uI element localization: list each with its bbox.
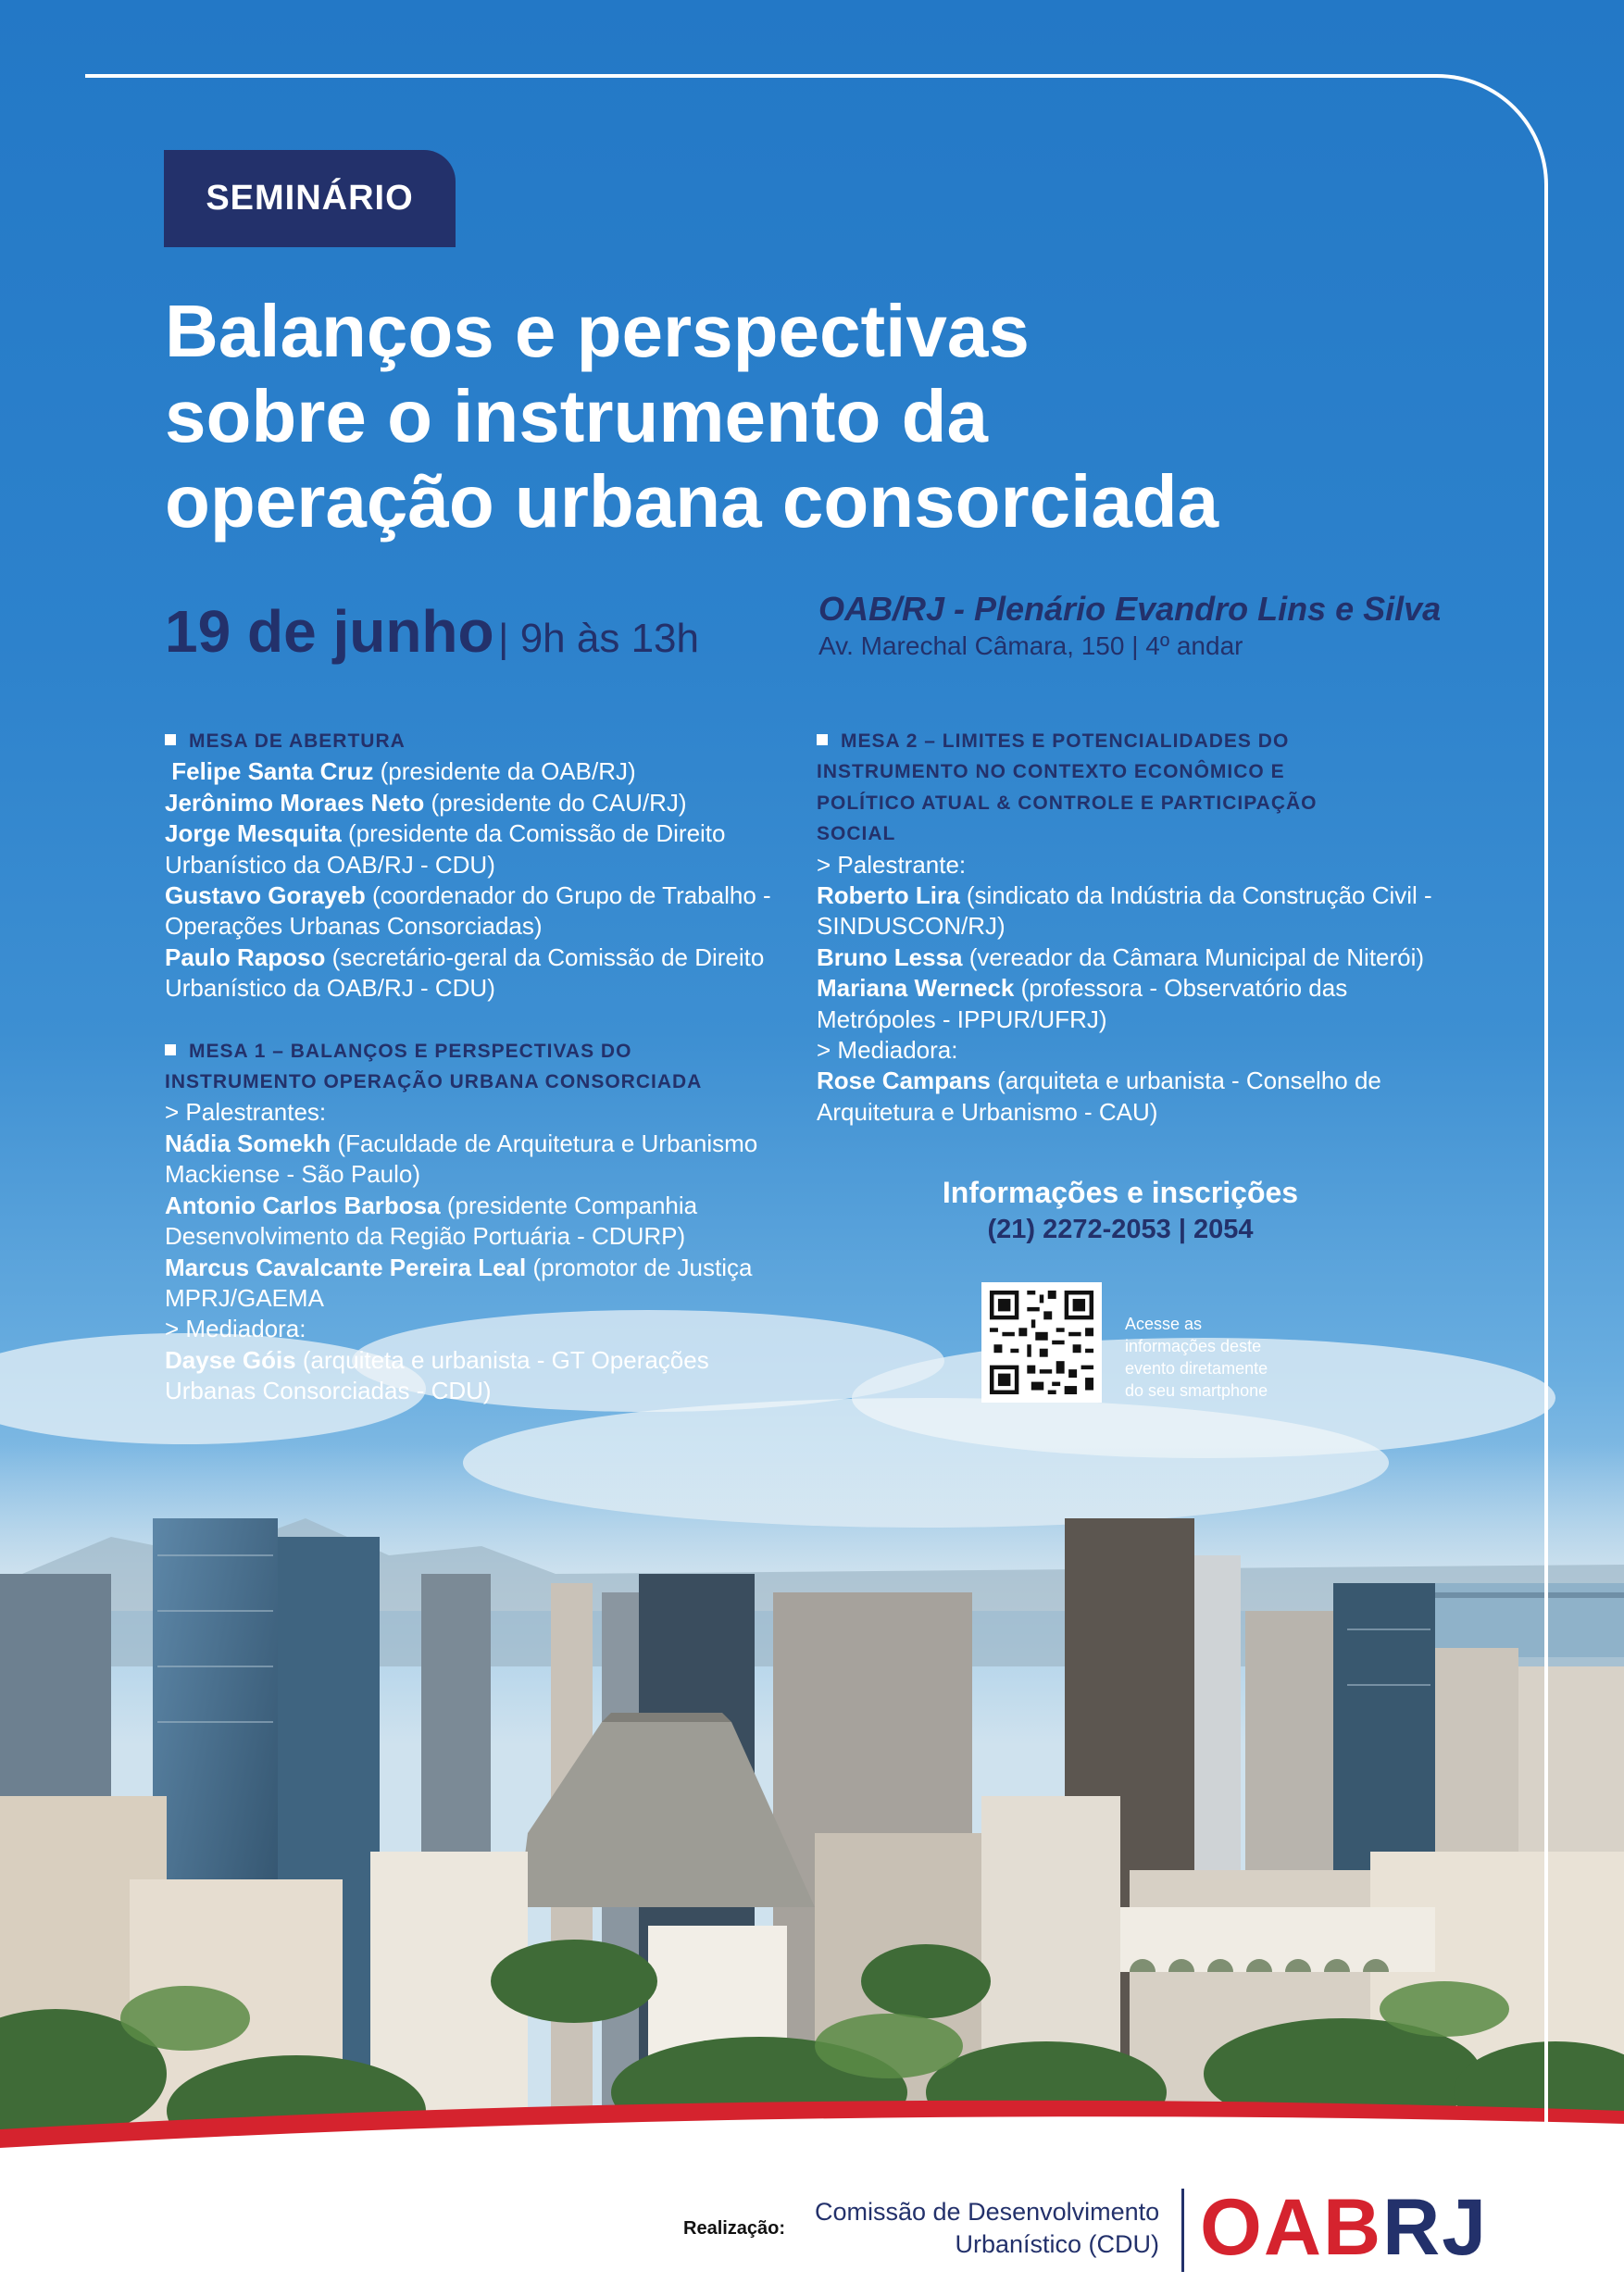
speaker-name: Jerônimo Moraes Neto [165, 788, 425, 817]
mesa2-heading: MESA 2 – LIMITES E POTENCIALIDADES DO INSTRUMENTO NO CONTEXTO ECONÔMICO E POLÍTICO ATUAL & CONTROLE E PARTICIPAÇÃO SOCIAL [817, 730, 1318, 845]
oabrj-logo: OABRJ [1200, 2183, 1489, 2272]
moderator-entry [817, 1066, 1465, 1128]
speaker-role: (presidente da Comissão de Direito Urbanístico da OAB/RJ - CDU) [165, 819, 726, 879]
qr-code-icon[interactable] [981, 1282, 1102, 1403]
speaker-role: (presidente do CAU/RJ) [431, 788, 687, 817]
registration-info [889, 1174, 1352, 1248]
speaker-entry [165, 942, 794, 1004]
mediadora-label: > Mediadora: [165, 1315, 306, 1343]
speaker-entry [165, 788, 794, 818]
speaker-role: (arquiteta e urbanista - GT Operações Urbanas Consorciadas - CDU) [165, 1345, 709, 1405]
speaker-role: (promotor de Justiça MPRJ/GAEMA [165, 1253, 753, 1312]
speaker-name: Antonio Carlos Barbosa [165, 1191, 441, 1219]
speaker-name: Nádia Somekh [165, 1129, 331, 1157]
speaker-name: Mariana Werneck [817, 974, 1015, 1003]
speaker-entry [165, 1253, 794, 1315]
program-left-column [165, 726, 794, 1407]
event-date [165, 597, 699, 666]
speaker-role: (presidente Companhia Desenvolvimento da Região Portuária - CDURP) [165, 1191, 698, 1251]
moderator-entry [165, 1345, 794, 1407]
page-title [165, 289, 1507, 544]
speaker-name: Roberto Lira [817, 881, 960, 910]
speaker-role: (arquiteta e urbanista - Conselho de Arquitetura e Urbanismo - CAU) [817, 1067, 1381, 1126]
speaker-entry [817, 973, 1465, 1035]
title-line: sobre o instrumento da [165, 375, 988, 457]
bullet-square-icon [165, 734, 176, 745]
speaker-role: (secretário-geral da Comissão de Direito Urbanístico da OAB/RJ - CDU) [165, 942, 765, 1003]
speaker-name: Jorge Mesquita [165, 819, 342, 848]
speaker-entry [165, 756, 794, 787]
speaker-role: (sindicato da Indústria da Construção Civil - SINDUSCON/RJ) [817, 881, 1432, 941]
qr-caption: Acesse as informações deste evento diretamente do seu smartphone [1125, 1315, 1268, 1400]
speaker-name: Bruno Lessa [817, 942, 963, 971]
commission-name: Comissão de Desenvolvimento Urbanístico (CDU) [815, 2198, 1160, 2258]
event-day: 19 de junho [165, 598, 494, 665]
speaker-name: Gustavo Gorayeb [165, 881, 366, 910]
speaker-entry [165, 818, 794, 880]
speaker-name: Felipe Santa Cruz [171, 757, 374, 786]
speaker-role: (presidente da OAB/RJ) [380, 757, 636, 786]
bullet-square-icon [165, 1044, 176, 1055]
speaker-entry [165, 1191, 794, 1253]
speaker-role: (professora - Observatório das Metrópoles - IPPUR/UFRJ) [817, 974, 1348, 1033]
seminar-badge: SEMINÁRIO [164, 150, 456, 247]
mediadora-label: > Mediadora: [817, 1036, 958, 1065]
title-line: operação urbana consorciada [165, 460, 1219, 543]
speaker-entry [165, 1129, 794, 1191]
venue-address: Av. Marechal Câmara, 150 | 4º andar [818, 631, 1243, 660]
title-line: Balanços e perspectivas [165, 290, 1030, 372]
realizacao-label: Realização: [683, 2218, 786, 2239]
venue-name: OAB/RJ - Plenário Evandro Lins e Silva [818, 590, 1442, 628]
speaker-name: Dayse Góis [165, 1345, 296, 1374]
speaker-name: Rose Campans [817, 1067, 991, 1095]
speaker-entry [817, 942, 1465, 973]
speaker-name: Marcus Cavalcante Pereira Leal [165, 1253, 527, 1281]
palestrante-label: > Palestrante: [817, 850, 967, 879]
mesa-abertura-heading: MESA DE ABERTURA [165, 726, 794, 756]
program-right-column [817, 726, 1465, 1128]
speaker-role: (vereador da Câmara Municipal de Niterói) [968, 942, 1425, 971]
bullet-square-icon [817, 734, 828, 745]
speaker-role: (coordenador do Grupo de Trabalho - Operações Urbanas Consorciadas) [165, 881, 771, 941]
footer-divider [1181, 2189, 1184, 2272]
registration-phone[interactable]: (21) 2272-2053 | 2054 [987, 1215, 1254, 1244]
speaker-role: (Faculdade de Arquitetura e Urbanismo Mackiense - São Paulo) [165, 1129, 758, 1189]
registration-title: Informações e inscrições [942, 1176, 1299, 1209]
event-venue [818, 589, 1441, 663]
speaker-entry [165, 880, 794, 942]
speaker-entry [817, 880, 1465, 942]
palestrantes-label: > Palestrantes: [165, 1098, 327, 1127]
event-time: | 9h às 13h [498, 616, 699, 661]
speaker-name: Paulo Raposo [165, 942, 326, 971]
mesa1-heading: MESA 1 – BALANÇOS E PERSPECTIVAS DO INSTRUMENTO OPERAÇÃO URBANA CONSORCIADA [165, 1040, 703, 1093]
